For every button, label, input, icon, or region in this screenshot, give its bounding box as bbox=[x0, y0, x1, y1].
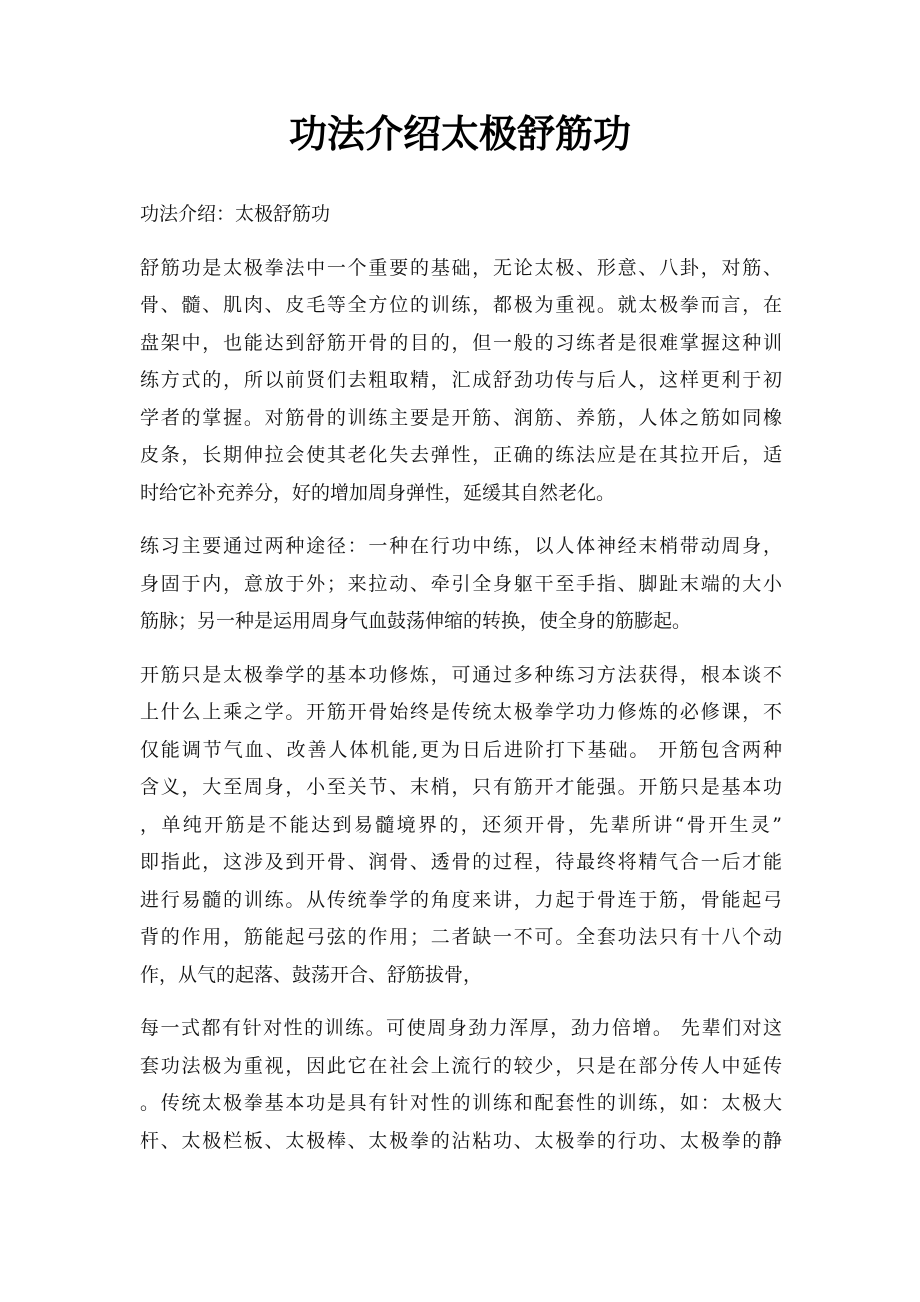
text-line: 学者的掌握。对筋骨的训练主要是开筋、润筋、养筋，人体之筋如同橡 bbox=[140, 406, 782, 429]
paragraph bbox=[140, 1010, 782, 1160]
paragraph bbox=[140, 528, 782, 641]
text-line: 套功法极为重视，因此它在社会上流行的较少，只是在部分传人中延传 bbox=[140, 1054, 782, 1077]
text-line: 即指此，这涉及到开骨、润骨、透骨的过程，待最终将精气合一后才能 bbox=[140, 851, 782, 873]
paragraph bbox=[140, 196, 782, 234]
document-title: 功法介绍太极舒筋功 bbox=[288, 111, 631, 156]
text-line: 功法介绍：太极舒筋功 bbox=[140, 203, 331, 225]
text-line: 身固于内，意放于外；来拉动、牵引全身躯干至手指、脚趾末端的大小 bbox=[140, 572, 782, 595]
paragraph bbox=[140, 250, 782, 513]
text-line: 含义，大至周身，小至关节、末梢，只有筋开才能强。开筋只是基本功 bbox=[140, 776, 782, 798]
text-line: 背的作用，筋能起弓弦的作用；二者缺一不可。全套功法只有十八个动 bbox=[140, 926, 782, 948]
text-line: 。传统太极拳基本功是具有针对性的训练和配套性的训练，如：太极大 bbox=[140, 1092, 782, 1114]
text-line: 每一式都有针对性的训练。可使周身劲力浑厚，劲力倍增。 先辈们对这 bbox=[140, 1017, 782, 1039]
text-line: 盘架中，也能达到舒筋开骨的目的，但一般的习练者是很难掌握这种训 bbox=[140, 331, 782, 354]
text-line: 皮条，长期伸拉会使其老化失去弹性，正确的练法应是在其拉开后，适 bbox=[140, 444, 782, 466]
text-line: 骨、髓、肌肉、皮毛等全方位的训练，都极为重视。就太极拳而言，在 bbox=[140, 294, 782, 316]
document-body bbox=[140, 196, 782, 1176]
text-line: 上什么上乘之学。开筋开骨始终是传统太极拳学功力修炼的必修课，不 bbox=[140, 701, 782, 723]
text-line: 杆、太极栏板、太极棒、太极拳的沾粘功、太极拳的行功、太极拳的静 bbox=[140, 1129, 782, 1152]
text-line: 练习主要通过两种途径：一种在行功中练，以人体神经末梢带动周身， bbox=[140, 535, 782, 557]
text-line: 进行易髓的训练。从传统拳学的角度来讲，力起于骨连于筋，骨能起弓 bbox=[140, 888, 782, 911]
text-line: 舒筋功是太极拳法中一个重要的基础，无论太极、形意、八卦，对筋、 bbox=[140, 256, 782, 279]
text-line: 仅能调节气血、改善人体机能,更为日后进阶打下基础。 开筋包含两种 bbox=[140, 738, 782, 761]
text-line: ，单纯开筋是不能达到易髓境界的，还须开骨，先辈所讲“骨开生灵” bbox=[140, 813, 782, 836]
text-line: 时给它补充养分，好的增加周身弹性，延缓其自然老化。 bbox=[140, 481, 616, 504]
paragraph bbox=[140, 657, 782, 995]
text-line: 开筋只是太极拳学的基本功修炼，可通过多种练习方法获得，根本谈不 bbox=[140, 663, 782, 686]
text-line: 作，从气的起落、鼓荡开合、舒筋拔骨， bbox=[140, 963, 483, 986]
text-line: 筋脉；另一种是运用周身气血鼓荡伸缩的转换，使全身的筋膨起。 bbox=[140, 610, 692, 632]
text-line: 练方式的，所以前贤们去粗取精，汇成舒劲功传与后人，这样更利于初 bbox=[140, 369, 782, 391]
